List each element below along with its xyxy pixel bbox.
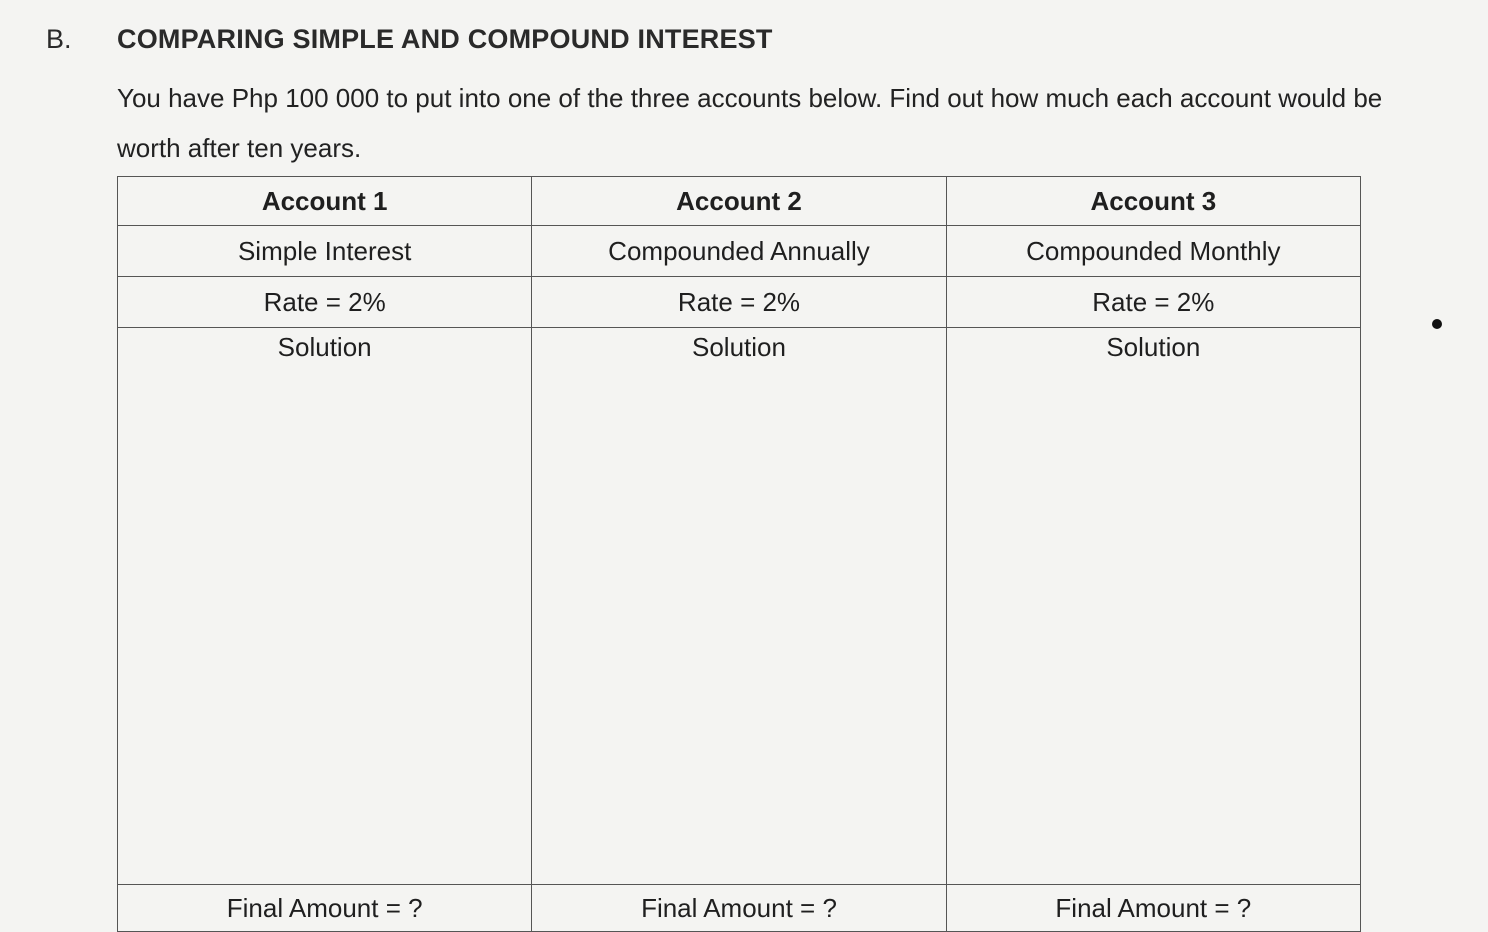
account-1-type: Simple Interest	[118, 226, 532, 277]
account-2-rate: Rate = 2%	[532, 277, 946, 328]
bullet-dot	[1432, 319, 1442, 329]
rate-row	[118, 277, 1361, 328]
section-title: COMPARING SIMPLE AND COMPOUND INTEREST	[117, 24, 773, 54]
account-2-solution: Solution	[532, 328, 946, 885]
account-3-final-amount: Final Amount = ?	[946, 885, 1360, 932]
account-3-type: Compounded Monthly	[946, 226, 1360, 277]
account-2-type: Compounded Annually	[532, 226, 946, 277]
section-letter: B.	[46, 24, 72, 54]
account-3-header: Account 3	[946, 177, 1360, 226]
account-3-solution: Solution	[946, 328, 1360, 885]
account-1-rate: Rate = 2%	[118, 277, 532, 328]
solution-row	[118, 328, 1361, 885]
table-header-row	[118, 177, 1361, 226]
instructions-text: You have Php 100 000 to put into one of the three accounts below. Find out how much each account would be worth after ten years.	[117, 83, 1383, 163]
accounts-table	[117, 176, 1361, 932]
final-amount-row	[118, 885, 1361, 932]
account-2-final-amount: Final Amount = ?	[532, 885, 946, 932]
account-2-header: Account 2	[532, 177, 946, 226]
account-3-rate: Rate = 2%	[946, 277, 1360, 328]
interest-type-row	[118, 226, 1361, 277]
account-1-solution: Solution	[118, 328, 532, 885]
account-1-final-amount: Final Amount = ?	[118, 885, 532, 932]
account-1-header: Account 1	[118, 177, 532, 226]
